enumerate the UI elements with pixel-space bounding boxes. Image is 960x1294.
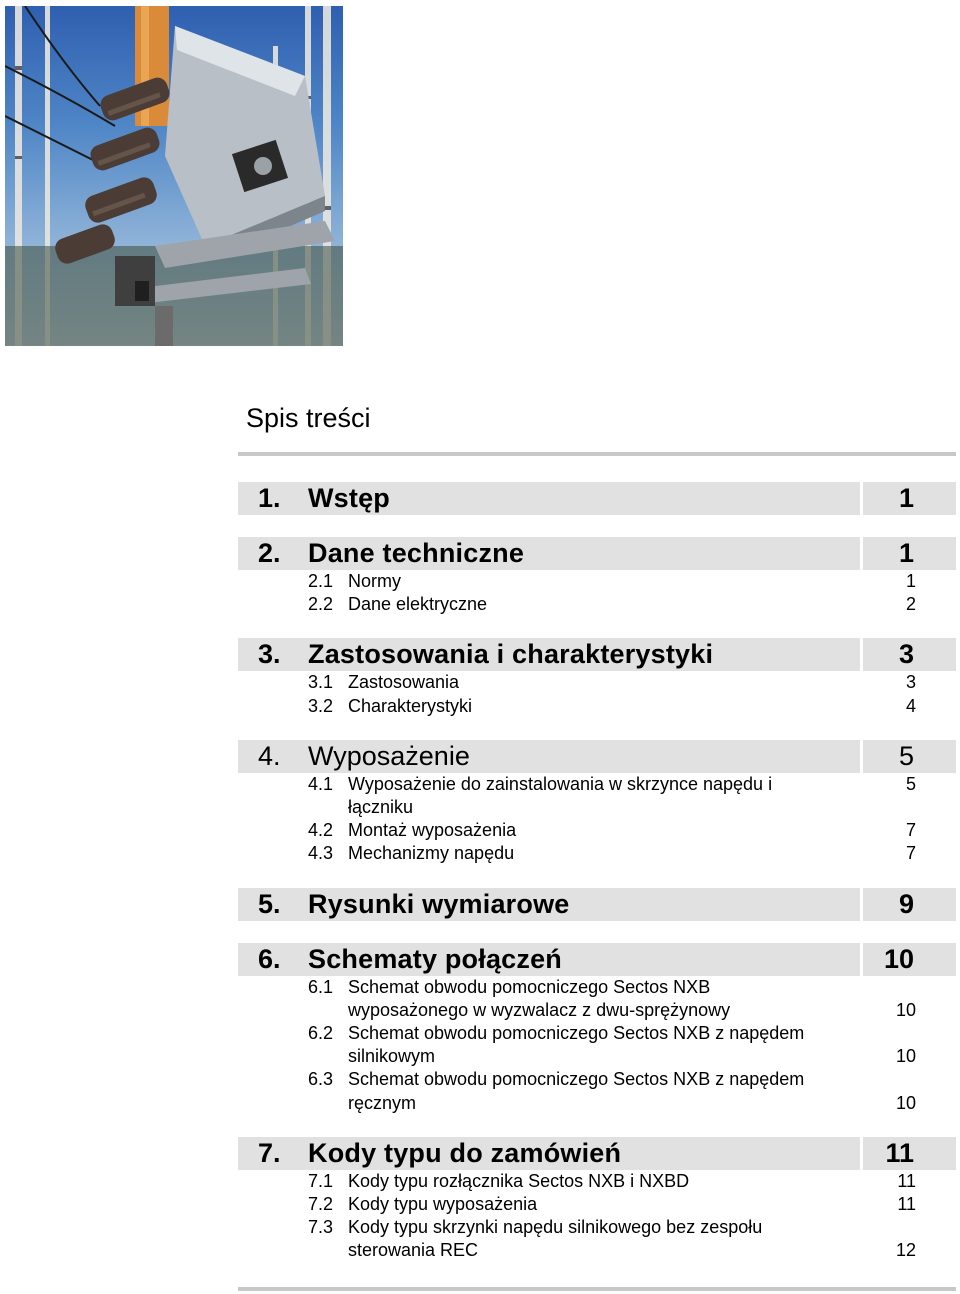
toc-subsection[interactable] — [238, 773, 956, 819]
subsection-page-number: 10 — [895, 999, 916, 1020]
section-page-number: 11 — [885, 1137, 914, 1168]
switchgear-illustration — [5, 6, 343, 346]
section-number: 4. — [258, 740, 281, 771]
toc-subsection[interactable] — [238, 695, 956, 718]
subsection-page-number: 3 — [905, 672, 916, 693]
section-title: Wyposażenie — [308, 740, 470, 771]
toc-section — [238, 1137, 956, 1263]
toc-subsection[interactable] — [238, 671, 956, 694]
subsection-number: 2.1 — [308, 571, 334, 591]
toc-section-heading[interactable] — [238, 638, 956, 671]
toc-subsection[interactable] — [238, 976, 956, 1022]
subsection-number: 7.2 — [308, 1194, 334, 1215]
subsection-title: Wyposażenie do zainstalowania w skrzynce napędu i łączniku — [348, 773, 773, 818]
subsection-title: Kody typu skrzynki napędu silnikowego bez zespołu sterowania REC — [348, 1217, 763, 1261]
subsection-page-number: 1 — [905, 571, 916, 591]
subsection-title: Dane elektryczne — [348, 594, 488, 615]
toc-title: Spis treści — [246, 403, 371, 433]
section-title: Schematy połączeń — [308, 943, 562, 974]
subsection-number: 3.1 — [308, 672, 334, 693]
section-number: 3. — [258, 639, 281, 670]
toc-section-heading[interactable] — [238, 1137, 956, 1170]
toc-section — [238, 482, 956, 515]
section-title: Kody typu do zamówień — [308, 1137, 622, 1168]
section-number: 7. — [258, 1137, 281, 1168]
product-photo — [5, 6, 343, 346]
subsection-number: 4.3 — [308, 843, 334, 864]
toc-section-heading[interactable] — [238, 482, 956, 515]
subsection-number: 2.2 — [308, 594, 334, 615]
subsection-page-number: 10 — [895, 1092, 916, 1113]
toc-subsection[interactable] — [238, 570, 956, 593]
toc-subsection-list — [238, 773, 956, 866]
section-number: 2. — [258, 538, 281, 568]
toc-subsection-list — [238, 671, 956, 717]
toc-subsection[interactable] — [238, 593, 956, 616]
subsection-title: Kody typu rozłącznika Sectos NXB i NXBD — [348, 1170, 690, 1191]
toc-subsection[interactable] — [238, 1170, 956, 1193]
subsection-title: Charakterystyki — [348, 695, 473, 716]
subsection-page-number: 7 — [905, 820, 916, 841]
subsection-number: 4.2 — [308, 820, 334, 841]
subsection-title: Normy — [348, 571, 401, 591]
section-number: 5. — [258, 888, 281, 919]
section-title: Wstęp — [308, 483, 390, 513]
subsection-page-number: 2 — [905, 594, 916, 615]
toc-subsection-list — [238, 570, 956, 616]
subsection-page-number: 10 — [895, 1046, 916, 1067]
toc-subsection[interactable] — [238, 1216, 956, 1262]
subsection-number: 7.3 — [308, 1217, 334, 1238]
section-title: Rysunki wymiarowe — [308, 888, 570, 919]
toc-subsection-list — [238, 976, 956, 1115]
bottom-divider — [238, 1287, 956, 1291]
section-page-number: 10 — [883, 943, 914, 974]
subsection-number: 6.2 — [308, 1023, 334, 1044]
toc-section — [238, 638, 956, 717]
subsection-title: Montaż wyposażenia — [348, 820, 517, 841]
subsection-number: 6.1 — [308, 976, 334, 997]
toc-subsection[interactable] — [238, 1068, 956, 1114]
toc-section — [238, 943, 956, 1115]
section-page-number: 3 — [898, 639, 914, 670]
section-page-number: 1 — [898, 483, 914, 513]
section-page-number: 1 — [898, 538, 914, 568]
toc-subsection-list — [238, 1170, 956, 1263]
subsection-number: 7.1 — [308, 1170, 334, 1191]
section-number: 1. — [258, 483, 281, 513]
subsection-title: Zastosowania — [348, 672, 460, 693]
subsection-page-number: 4 — [905, 695, 916, 716]
toc-subsection[interactable] — [238, 819, 956, 842]
section-title: Dane techniczne — [308, 538, 525, 568]
subsection-page-number: 7 — [905, 843, 916, 864]
subsection-number: 4.1 — [308, 773, 334, 794]
subsection-page-number: 11 — [897, 1170, 916, 1191]
subsection-page-number: 11 — [897, 1194, 916, 1215]
toc-section-heading[interactable] — [238, 740, 956, 773]
subsection-page-number: 5 — [905, 773, 916, 794]
toc-sections — [238, 482, 956, 1285]
toc-section — [238, 537, 956, 616]
subsection-page-number: 12 — [895, 1240, 916, 1261]
toc-subsection[interactable] — [238, 1193, 956, 1216]
section-page-number: 5 — [898, 740, 914, 771]
subsection-title: Kody typu wyposażenia — [348, 1194, 538, 1215]
top-divider — [238, 452, 956, 456]
subsection-title: Schemat obwodu pomocniczego Sectos NXB z napędem silnikowym — [348, 1023, 805, 1067]
toc-section-heading[interactable] — [238, 537, 956, 570]
toc-section-heading[interactable] — [238, 888, 956, 921]
subsection-number: 6.3 — [308, 1069, 334, 1090]
subsection-title: Schemat obwodu pomocniczego Sectos NXB z napędem ręcznym — [348, 1069, 805, 1113]
toc-subsection[interactable] — [238, 1022, 956, 1068]
subsection-number: 3.2 — [308, 695, 334, 716]
section-page-number: 9 — [898, 888, 914, 919]
section-number: 6. — [258, 943, 281, 974]
subsection-title: Schemat obwodu pomocniczego Sectos NXB wyposażonego w wyzwalacz z dwu-sprężynowy — [348, 976, 731, 1020]
toc-section — [238, 888, 956, 921]
section-title: Zastosowania i charakterystyki — [308, 639, 714, 670]
toc-section — [238, 740, 956, 866]
toc-section-heading[interactable] — [238, 943, 956, 976]
toc-subsection[interactable] — [238, 842, 956, 865]
subsection-title: Mechanizmy napędu — [348, 843, 515, 864]
